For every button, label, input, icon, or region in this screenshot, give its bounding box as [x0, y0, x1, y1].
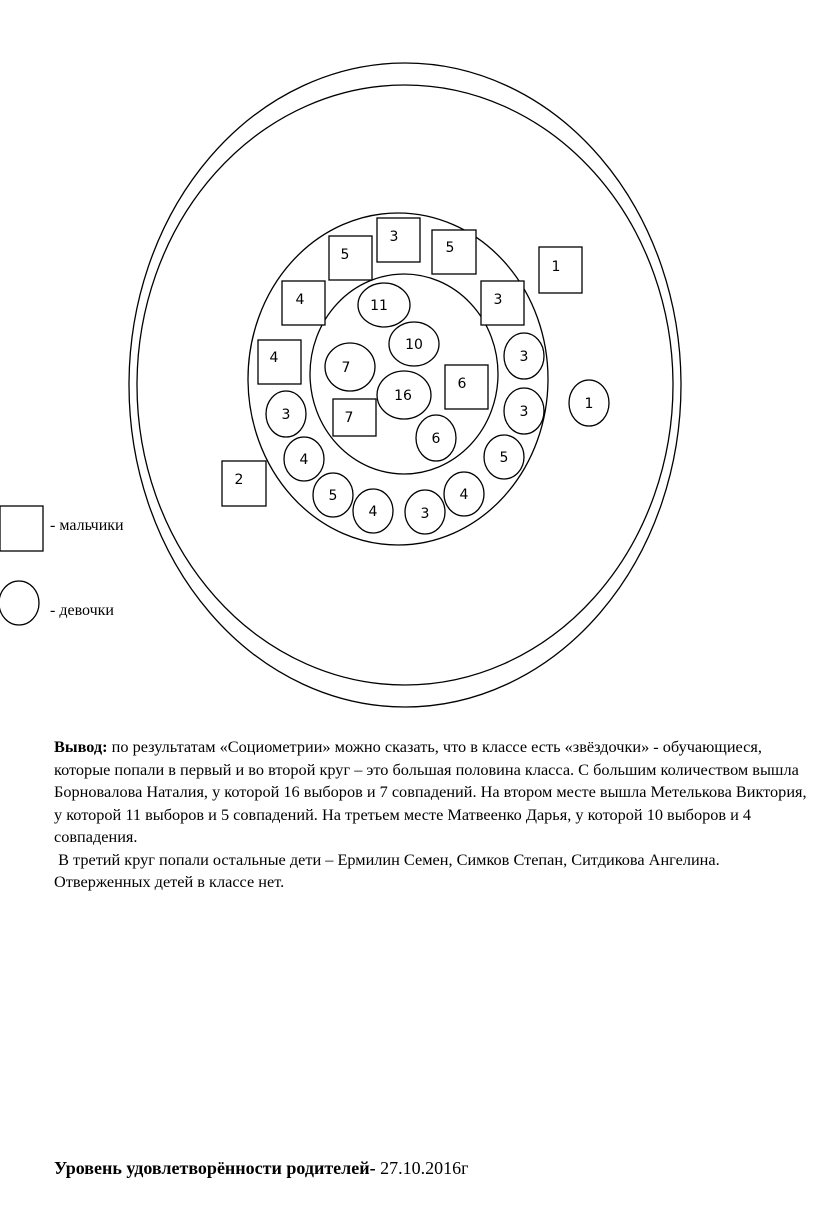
svg-text:6: 6 — [431, 431, 441, 447]
boy-node — [258, 340, 301, 384]
girl-node — [504, 333, 544, 379]
girl-node — [504, 388, 544, 434]
boy-node — [222, 461, 266, 506]
svg-text:5: 5 — [499, 450, 509, 466]
footer-date: 27.10.2016г — [375, 1158, 469, 1178]
legend-square-icon — [0, 506, 43, 551]
svg-text:1: 1 — [551, 259, 561, 275]
girl-node — [569, 380, 609, 426]
svg-text:2: 2 — [234, 472, 244, 488]
svg-text:7: 7 — [341, 360, 351, 376]
svg-text:1: 1 — [584, 396, 594, 412]
boy-node — [333, 399, 376, 436]
svg-text:7: 7 — [344, 410, 354, 426]
svg-text:3: 3 — [519, 404, 529, 420]
girl-node — [358, 283, 410, 327]
svg-text:3: 3 — [420, 506, 430, 522]
footer-title: Уровень удовлетворённости родителей- — [54, 1158, 376, 1178]
svg-text:16: 16 — [394, 388, 412, 404]
conclusion-intro: по результатам «Социометрии» можно сказать, что в классе есть «звёздочки» - обучающиеся, которые попали в первый и во второй круг – это большая половина класса. С большим количеством вышла Борновалова Наталия, у которой 16 выборов и 7 совпадений. На втором месте вышла Метелькова Виктория, у которой 11 выборов и 5 совпадений. На третьем месте Матвеенко Дарья, у которой 10 выборов и 4 совпадения. — [54, 737, 807, 846]
boy-node — [329, 236, 372, 280]
conclusion-second: В третий круг попали остальные дети – Ермилин Семен, Симков Степан, Ситдикова Ангелина. Отверженных детей в классе нет. — [54, 849, 720, 891]
footer-heading — [54, 1158, 469, 1179]
girl-node — [416, 415, 456, 461]
svg-text:3: 3 — [493, 292, 503, 308]
legend-circle-icon — [0, 581, 39, 625]
legend-boys-label: - мальчики — [50, 517, 124, 534]
boy-node — [445, 365, 488, 409]
girl-node — [484, 435, 524, 479]
svg-text:3: 3 — [281, 407, 291, 423]
boy-node — [539, 247, 582, 293]
svg-text:3: 3 — [519, 349, 529, 365]
svg-text:4: 4 — [368, 504, 378, 520]
svg-text:4: 4 — [459, 487, 469, 503]
svg-text:5: 5 — [340, 247, 350, 263]
girl-node — [405, 490, 445, 534]
conclusion-paragraph — [54, 736, 814, 894]
boy-node — [481, 281, 524, 325]
legend-girls-label: - девочки — [50, 602, 114, 619]
svg-text:4: 4 — [299, 452, 309, 468]
girl-node — [313, 473, 353, 517]
girl-node — [377, 371, 431, 419]
svg-text:3: 3 — [389, 229, 399, 245]
legend — [0, 506, 124, 625]
girl-node — [444, 472, 484, 516]
svg-text:5: 5 — [445, 240, 455, 256]
svg-text:6: 6 — [457, 376, 467, 392]
svg-text:4: 4 — [269, 350, 279, 366]
girl-node — [353, 489, 393, 533]
conclusion-heading: Вывод: — [54, 737, 108, 756]
boy-node — [282, 281, 325, 325]
girl-node — [325, 343, 375, 391]
girl-node — [266, 391, 306, 437]
svg-text:5: 5 — [328, 488, 338, 504]
svg-text:10: 10 — [405, 337, 423, 353]
girl-node — [389, 322, 439, 366]
svg-text:11: 11 — [370, 298, 388, 314]
boy-node — [377, 218, 420, 262]
girl-node — [284, 437, 324, 481]
boy-node — [432, 230, 476, 274]
svg-text:4: 4 — [295, 292, 305, 308]
